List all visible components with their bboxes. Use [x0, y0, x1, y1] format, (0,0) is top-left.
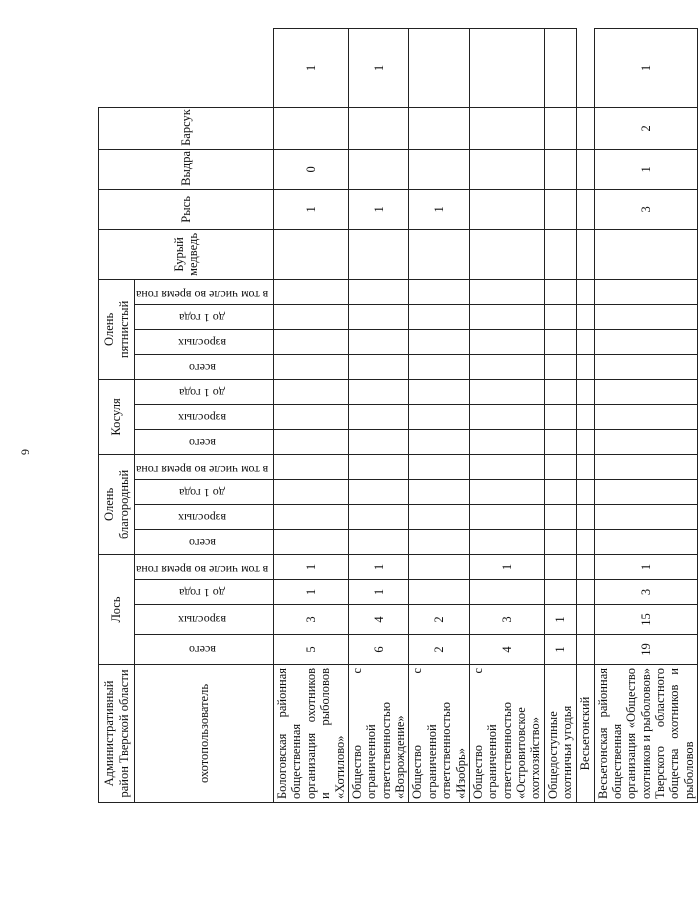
- value-cell: [469, 379, 544, 404]
- value-cell: [274, 304, 349, 329]
- value-cell: 1: [348, 29, 409, 108]
- value-cell: [348, 454, 409, 479]
- value-cell: [544, 379, 576, 404]
- value-cell: [469, 29, 544, 108]
- value-cell: [544, 429, 576, 454]
- empty-cell: [576, 554, 594, 579]
- organization-name: Общество с ограниченной ответственностью «Возрождение»: [348, 665, 409, 803]
- value-cell: [594, 304, 698, 329]
- empty-cell: [576, 429, 594, 454]
- value-cell: [544, 229, 576, 279]
- value-cell: [469, 404, 544, 429]
- value-cell: 1: [274, 580, 349, 605]
- value-cell: [469, 329, 544, 354]
- sub-header: взрослых: [135, 329, 274, 354]
- value-cell: [348, 404, 409, 429]
- value-cell: 2: [409, 635, 470, 665]
- value-cell: [544, 279, 576, 304]
- value-cell: [544, 189, 576, 229]
- value-cell: 1: [594, 554, 698, 579]
- value-cell: [544, 454, 576, 479]
- value-cell: [274, 279, 349, 304]
- sub-header: до 1 года: [135, 479, 274, 504]
- value-cell: [409, 329, 470, 354]
- district-header: Административный район Тверской области: [99, 665, 135, 803]
- value-cell: [348, 304, 409, 329]
- table-row: [409, 29, 470, 803]
- value-cell: [348, 504, 409, 529]
- value-cell: [594, 279, 698, 304]
- value-cell: [469, 304, 544, 329]
- sub-header: всего: [135, 354, 274, 379]
- value-cell: [469, 580, 544, 605]
- value-cell: [544, 304, 576, 329]
- value-cell: [409, 229, 470, 279]
- value-cell: [274, 354, 349, 379]
- empty-cell: [576, 454, 594, 479]
- district-row: [576, 29, 594, 803]
- table-row: [594, 29, 698, 803]
- value-cell: [594, 229, 698, 279]
- value-cell: [544, 149, 576, 189]
- species-header: Бурый медведь: [99, 229, 274, 279]
- value-cell: [409, 404, 470, 429]
- value-cell: 1: [348, 554, 409, 579]
- value-cell: [469, 529, 544, 554]
- empty-cell: [576, 354, 594, 379]
- value-cell: [409, 479, 470, 504]
- table-row: [274, 29, 349, 803]
- value-cell: [594, 354, 698, 379]
- value-cell: [594, 529, 698, 554]
- value-cell: [348, 479, 409, 504]
- value-cell: 3: [594, 189, 698, 229]
- value-cell: [274, 454, 349, 479]
- value-cell: [274, 107, 349, 149]
- value-cell: 1: [409, 189, 470, 229]
- value-cell: 6: [348, 635, 409, 665]
- value-cell: [469, 479, 544, 504]
- sub-header: взрослых: [135, 504, 274, 529]
- value-cell: [544, 479, 576, 504]
- organization-name: Общество с ограниченной ответственностью «Изобрь»: [409, 665, 470, 803]
- sub-header: до 1 года: [135, 304, 274, 329]
- value-cell: [469, 279, 544, 304]
- empty-cell: [576, 149, 594, 189]
- value-cell: [348, 354, 409, 379]
- value-cell: [409, 529, 470, 554]
- empty-cell: [576, 189, 594, 229]
- value-cell: 0: [274, 149, 349, 189]
- value-cell: [348, 279, 409, 304]
- value-cell: 15: [594, 605, 698, 635]
- species-header: Барсук: [99, 107, 274, 149]
- value-cell: [409, 429, 470, 454]
- value-cell: 1: [469, 554, 544, 579]
- value-cell: [274, 504, 349, 529]
- value-cell: [274, 479, 349, 504]
- value-cell: [348, 329, 409, 354]
- sub-header: взрослых: [135, 605, 274, 635]
- group-header: Олень пятнистый: [99, 279, 135, 379]
- sub-header: в том числе во время гона: [135, 454, 274, 479]
- value-cell: 1: [348, 189, 409, 229]
- value-cell: [409, 504, 470, 529]
- empty-cell: [576, 504, 594, 529]
- value-cell: 5: [274, 635, 349, 665]
- organization-name: Общедоступные охотничьи угодья: [544, 665, 576, 803]
- value-cell: 1: [544, 605, 576, 635]
- value-cell: [409, 304, 470, 329]
- value-cell: [409, 107, 470, 149]
- value-cell: [409, 580, 470, 605]
- value-cell: [274, 529, 349, 554]
- empty-cell: [576, 379, 594, 404]
- header-row-1: [99, 29, 135, 803]
- value-cell: [409, 354, 470, 379]
- organization-name: Весьегонская районная общественная организация «Общество охотников и рыболовов» Тверского областного общества охотников и рыболовов: [594, 665, 698, 803]
- value-cell: [594, 429, 698, 454]
- empty-cell: [576, 635, 594, 665]
- value-cell: [544, 29, 576, 108]
- empty-cell: [576, 107, 594, 149]
- value-cell: [469, 107, 544, 149]
- value-cell: [409, 554, 470, 579]
- sub-header: до 1 года: [135, 379, 274, 404]
- species-header: Рысь: [99, 189, 274, 229]
- sub-header: всего: [135, 529, 274, 554]
- value-cell: [348, 529, 409, 554]
- sub-header: в том числе во время гона: [135, 279, 274, 304]
- value-cell: [348, 107, 409, 149]
- table-row: [469, 29, 544, 803]
- sub-header: всего: [135, 429, 274, 454]
- group-header: Лось: [99, 554, 135, 664]
- value-cell: [594, 504, 698, 529]
- value-cell: 1: [348, 580, 409, 605]
- value-cell: [544, 329, 576, 354]
- empty-cell: [576, 580, 594, 605]
- value-cell: [594, 329, 698, 354]
- table-row: [544, 29, 576, 803]
- user-header: охотопользователь: [135, 665, 274, 803]
- value-cell: [348, 229, 409, 279]
- value-cell: [469, 189, 544, 229]
- empty-cell: [576, 279, 594, 304]
- value-cell: 1: [274, 554, 349, 579]
- species-header: Выдра: [99, 149, 274, 189]
- empty-cell: [576, 304, 594, 329]
- value-cell: [594, 379, 698, 404]
- empty-cell: [576, 329, 594, 354]
- organization-name: Бологовская районная общественная организация охотников и рыболовов «Хотилово»: [274, 665, 349, 803]
- empty-cell: [576, 229, 594, 279]
- value-cell: [409, 29, 470, 108]
- value-cell: [409, 279, 470, 304]
- hunting-quota-table: [98, 28, 698, 803]
- value-cell: [544, 107, 576, 149]
- value-cell: 1: [594, 29, 698, 108]
- value-cell: [409, 379, 470, 404]
- value-cell: 2: [409, 605, 470, 635]
- sub-header: взрослых: [135, 404, 274, 429]
- table-row: [348, 29, 409, 803]
- organization-name: Общество с ограниченной ответственностью «Островитовское охотхозяйство»: [469, 665, 544, 803]
- value-cell: [544, 354, 576, 379]
- empty-cell: [576, 404, 594, 429]
- value-cell: 4: [469, 635, 544, 665]
- value-cell: [544, 504, 576, 529]
- value-cell: [594, 454, 698, 479]
- value-cell: [544, 580, 576, 605]
- value-cell: [544, 554, 576, 579]
- value-cell: 4: [348, 605, 409, 635]
- value-cell: 3: [469, 605, 544, 635]
- value-cell: 1: [594, 149, 698, 189]
- value-cell: [348, 379, 409, 404]
- sub-header: до 1 года: [135, 580, 274, 605]
- value-cell: [274, 329, 349, 354]
- value-cell: 3: [274, 605, 349, 635]
- value-cell: 1: [274, 29, 349, 108]
- value-cell: [348, 149, 409, 189]
- rotated-table-container: [98, 28, 696, 803]
- value-cell: [409, 454, 470, 479]
- value-cell: [469, 149, 544, 189]
- district-name: Весьегонский: [576, 665, 594, 803]
- value-cell: [274, 379, 349, 404]
- value-cell: [469, 504, 544, 529]
- sub-header: всего: [135, 635, 274, 665]
- empty-cell: [576, 605, 594, 635]
- value-cell: [469, 454, 544, 479]
- value-cell: [469, 229, 544, 279]
- sub-header: в том числе во время гона: [135, 554, 274, 579]
- page-number: 6: [18, 449, 33, 455]
- value-cell: [469, 354, 544, 379]
- value-cell: 1: [544, 635, 576, 665]
- value-cell: [274, 229, 349, 279]
- value-cell: [274, 404, 349, 429]
- value-cell: 19: [594, 635, 698, 665]
- value-cell: 1: [274, 189, 349, 229]
- value-cell: [348, 429, 409, 454]
- value-cell: [409, 149, 470, 189]
- group-header: Косуля: [99, 379, 135, 454]
- value-cell: [469, 429, 544, 454]
- value-cell: 2: [594, 107, 698, 149]
- value-cell: [544, 529, 576, 554]
- empty-cell: [576, 479, 594, 504]
- value-cell: [594, 404, 698, 429]
- value-cell: 3: [594, 580, 698, 605]
- value-cell: [594, 479, 698, 504]
- group-header: Олень благородный: [99, 454, 135, 554]
- value-cell: [274, 429, 349, 454]
- empty-cell: [576, 529, 594, 554]
- value-cell: [544, 404, 576, 429]
